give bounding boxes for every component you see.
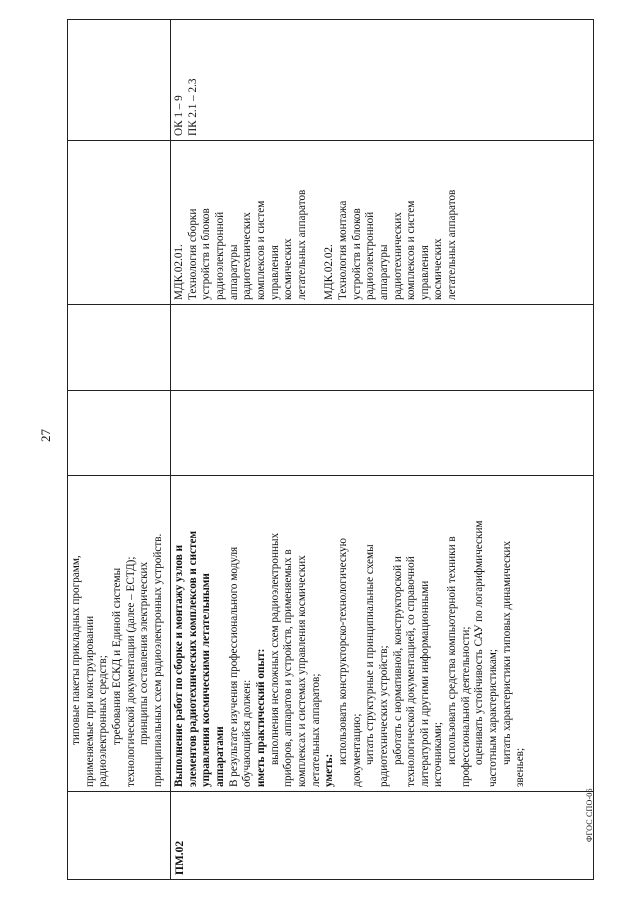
text-line: читать структурные и принципиальные схемы [364, 544, 377, 765]
hours-cell-empty [68, 391, 171, 476]
text-line: литературой и другими информационными [418, 580, 431, 787]
mdk-line: космических [432, 238, 445, 300]
text-line: частотным характеристикам; [487, 649, 500, 787]
mdk-cell-empty [68, 141, 171, 305]
mdk-line: комплексов и систем [405, 200, 418, 300]
mdk-line: радиоэлектронной [213, 211, 226, 300]
table-row-pm02 [171, 20, 594, 880]
text-line: летательных аппаратов; [309, 673, 322, 787]
competence-line: ПК 2.1 – 2.3 [186, 78, 199, 136]
page-number: 27 [38, 429, 53, 442]
text-line: В результате изучения профессионального модуля [227, 546, 240, 787]
mdk-line: радиотехнических [241, 212, 254, 300]
text-line: оценивать устойчивость САУ по логарифмическим [473, 520, 486, 765]
module-title-line: управления космическими летательными [200, 573, 213, 787]
mdk-cell [171, 141, 594, 305]
text-line: работать с нормативной, конструкторской и [391, 556, 404, 765]
text-line: комплексах и системах управления космических [295, 555, 308, 787]
subheading-skills: уметь: [323, 753, 336, 787]
text-line: выполнения несложных схем радиоэлектронных [268, 532, 281, 765]
mdk-line: управления [268, 245, 281, 300]
text-line: использовать конструкторско-технологическую [336, 537, 349, 765]
text-line: принципиальных схем радиоэлектронных устройств. [151, 533, 164, 787]
text-line: технологической документацией, со справочной [405, 556, 418, 787]
curriculum-table [67, 19, 594, 880]
mdk-line: Технология сборки [186, 208, 199, 300]
mdk-spacer [310, 145, 324, 300]
text-line: звеньев; [514, 747, 527, 787]
mdk-line: управления [418, 245, 431, 300]
module-title-line: Выполнение работ по сборке и монтажу узлов и [173, 544, 185, 787]
table-row-continuation [68, 20, 171, 880]
subheading-experience: иметь практический опыт: [254, 648, 267, 787]
rotated-table-container [67, 20, 593, 880]
hours-cell-empty [171, 305, 594, 391]
text-line: профессиональной деятельности; [459, 626, 472, 787]
mdk-line: радиотехнических [391, 212, 404, 300]
mdk-line: космических [282, 238, 295, 300]
text-line: источниками; [432, 721, 445, 787]
mdk-line: комплексов и систем [254, 200, 267, 300]
text-line: радиотехнических устройств; [377, 645, 390, 787]
text-line: приборов, аппаратов и устройств, применяемых в [282, 549, 295, 787]
text-line: радиоэлектронных средств; [97, 655, 110, 787]
text-line: типовые пакеты прикладных программ, [70, 555, 82, 745]
module-title-line: элементов радиотехнических комплексов и систем [186, 530, 199, 787]
competence-cell-empty [68, 20, 171, 141]
competence-line: ОК 1 – 9 [173, 95, 185, 136]
mdk-line: устройств и блоков [350, 208, 363, 300]
mdk-line: аппаратуры [377, 244, 390, 300]
mdk-line: МДК.02.01. [173, 244, 185, 300]
mdk-line: летательных аппаратов [295, 189, 308, 300]
mdk-line: МДК.02.02. [323, 244, 336, 300]
text-line: требования ЕСКД и Единой системы [110, 567, 123, 745]
text-line: принципы составления электрических [138, 561, 151, 745]
mdk-line: радиоэлектронной [364, 211, 377, 300]
mdk-line: устройств и блоков [200, 208, 213, 300]
code-cell-empty [68, 792, 171, 880]
hours-cell-empty [171, 391, 594, 476]
text-line: читать характеристики типовых динамических [500, 540, 513, 765]
text-line: использовать средства компьютерной техники в [446, 536, 459, 765]
hours-cell-empty [68, 305, 171, 391]
mdk-line: летательных аппаратов [446, 189, 459, 300]
module-title-line: аппаратами [213, 726, 226, 787]
module-content-cell [171, 476, 594, 792]
text-line: обучающийся должен: [241, 679, 254, 787]
competence-cell [171, 20, 594, 141]
footer-code: ФГОС СПО-06 [585, 788, 594, 842]
text-line: применяемые при конструировании [83, 615, 96, 787]
mdk-line: аппаратуры [227, 244, 240, 300]
content-cell-continuation [68, 476, 171, 792]
text-line: технологической документации (далее – ЕСТД); [124, 556, 137, 787]
text-line: документацию; [350, 713, 363, 787]
module-code: ПМ.02 [171, 792, 594, 880]
mdk-line: Технология монтажа [336, 200, 349, 300]
